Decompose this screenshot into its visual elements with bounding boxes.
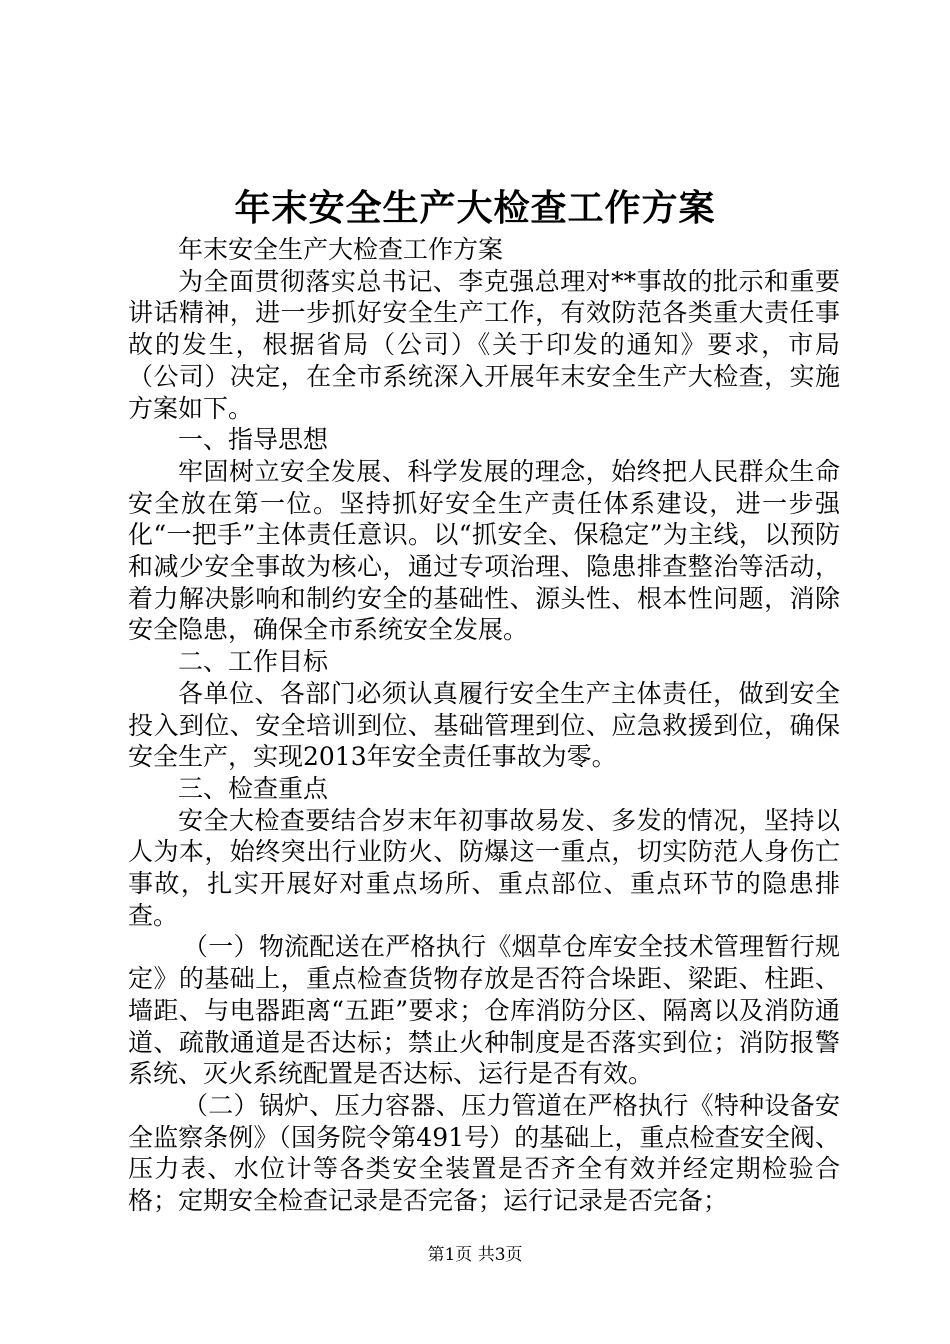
page-footer: 第1页 共3页 — [427, 1245, 523, 1265]
paragraph-logistics: （一）物流配送在严格执行《烟草仓库安全技术管理暂行规定》的基础上，重点检查货物存放是否符合垛距、梁距、柱距、墙距、与电器距离“五距”要求；仓库消防分区、隔离以及消防通道、疏散通道是否达标；禁止火种制度是否落实到位；消防报警系统、灭火系统配置是否达标、运行是否有效。 — [128, 932, 840, 1089]
paragraph-work-goals: 各单位、各部门必须认真履行安全生产主体责任，做到安全投入到位、安全培训到位、基础管理到位、应急救援到位，确保安全生产，实现2013年安全责任事故为零。 — [128, 678, 840, 772]
paragraph-intro: 为全面贯彻落实总书记、李克强总理对**事故的批示和重要讲话精神，进一步抓好安全生产工作，有效防范各类重大责任事故的发生，根据省局（公司）《关于印发的通知》要求，市局（公司）决定，在全市系统深入开展年末安全生产大检查，实施方案如下。 — [128, 266, 840, 423]
paragraph-inspection-focus: 安全大检查要结合岁末年初事故易发、多发的情况，坚持以人为本，始终突出行业防火、防爆这一重点，切实防范人身伤亡事故，扎实开展好对重点场所、重点部位、重点环节的隐患排查。 — [128, 805, 840, 930]
document-body — [128, 234, 840, 1217]
document-title: 年末安全生产大检查工作方案 — [234, 187, 716, 229]
paragraph-subtitle: 年末安全生产大检查工作方案 — [178, 235, 504, 264]
section-heading-guiding-ideology: 一、指导思想 — [178, 425, 329, 455]
section-heading-inspection-focus: 三、检查重点 — [178, 773, 329, 803]
paragraph-guiding-ideology: 牢固树立安全发展、科学发展的理念，始终把人民群众生命安全放在第一位。坚持抓好安全生产责任体系建设，进一步强化“一把手”主体责任意识。以“抓安全、保稳定”为主线，以预防和减少安全事故为核心，通过专项治理、隐患排查整治等活动，着力解决影响和制约安全的基础性、源头性、根本性问题，消除安全隐患，确保全市系统安全发展。 — [128, 456, 840, 645]
paragraph-boilers: （二）锅炉、压力容器、压力管道在严格执行《特种设备安全监察条例》（国务院令第491号）的基础上，重点检查安全阀、压力表、水位计等各类安全装置是否齐全有效并经定期检验合格；定期安全检查记录是否完备；运行记录是否完备； — [128, 1090, 840, 1216]
section-heading-work-goals: 二、工作目标 — [178, 647, 329, 677]
